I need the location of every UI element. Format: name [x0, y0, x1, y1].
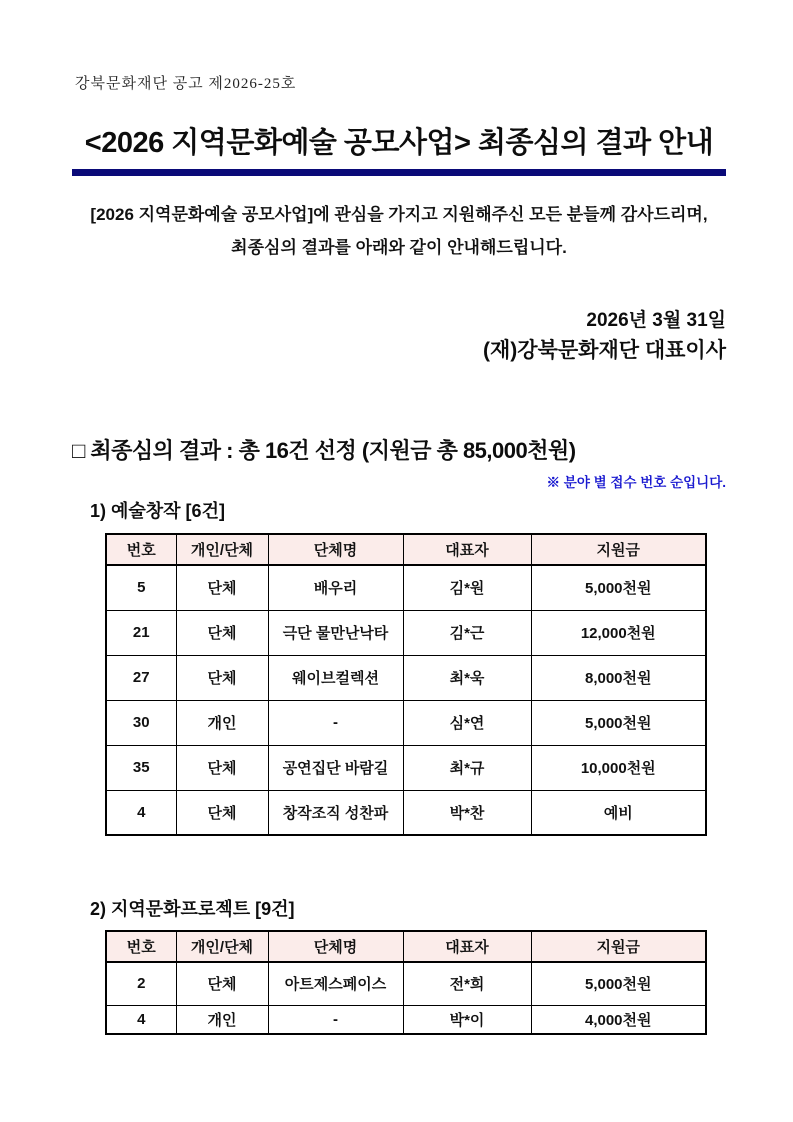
table-cell: 최*욱 — [403, 655, 531, 700]
table-cell: 27 — [106, 655, 176, 700]
table-cell: 4,000천원 — [531, 1005, 706, 1034]
table-cell: 8,000천원 — [531, 655, 706, 700]
table-row — [106, 745, 706, 790]
table-cell: 개인 — [176, 700, 268, 745]
table-cell: 아트제스페이스 — [268, 962, 403, 1005]
table-cell: - — [268, 700, 403, 745]
table-cell: 5,000천원 — [531, 962, 706, 1005]
table-cell: 김*근 — [403, 610, 531, 655]
signer: (재)강북문화재단 대표이사 — [483, 339, 726, 362]
col-header-individual-group: 개인/단체 — [176, 931, 268, 962]
table-cell: 2 — [106, 962, 176, 1005]
table-cell: 5 — [106, 565, 176, 610]
table-cell: - — [268, 1005, 403, 1034]
table-header-row — [106, 534, 706, 565]
col-header-number: 번호 — [106, 534, 176, 565]
col-header-individual-group: 개인/단체 — [176, 534, 268, 565]
table-cell: 김*원 — [403, 565, 531, 610]
table-cell: 단체 — [176, 962, 268, 1005]
doc-number: 강북문화재단 공고 제2026-25호 — [75, 76, 297, 92]
table-cell: 창작조직 성찬파 — [268, 790, 403, 835]
table-cell: 5,000천원 — [531, 565, 706, 610]
table-cell: 12,000천원 — [531, 610, 706, 655]
table-cell: 전*희 — [403, 962, 531, 1005]
table-row — [106, 962, 706, 1005]
table-cell: 단체 — [176, 655, 268, 700]
table-cell: 4 — [106, 790, 176, 835]
table-cell: 배우리 — [268, 565, 403, 610]
col-header-number: 번호 — [106, 931, 176, 962]
col-header-representative: 대표자 — [403, 931, 531, 962]
section-2-label: 2) 지역문화프로젝트 [9건] — [90, 899, 295, 919]
table-row — [106, 1005, 706, 1034]
page-title: <2026 지역문화예술 공모사업> 최종심의 결과 안내 — [84, 127, 714, 159]
arts-creation-table — [105, 533, 707, 836]
table-cell: 단체 — [176, 610, 268, 655]
local-culture-project-table — [105, 930, 707, 1035]
sort-order-note: ※ 분야 별 접수 번호 순입니다. — [546, 475, 726, 490]
table-cell: 단체 — [176, 790, 268, 835]
table-row — [106, 790, 706, 835]
table-cell: 예비 — [531, 790, 706, 835]
intro-paragraph — [72, 198, 726, 264]
table-cell: 최*규 — [403, 745, 531, 790]
intro-line-2: 최종심의 결과를 아래와 같이 안내해드립니다. — [231, 238, 567, 257]
table-row — [106, 700, 706, 745]
table-cell: 극단 물만난낙타 — [268, 610, 403, 655]
table-cell: 21 — [106, 610, 176, 655]
table-cell: 30 — [106, 700, 176, 745]
table-header-row — [106, 931, 706, 962]
col-header-grant: 지원금 — [531, 534, 706, 565]
table-cell: 웨이브컬렉션 — [268, 655, 403, 700]
col-header-org-name: 단체명 — [268, 931, 403, 962]
title-underline — [72, 169, 726, 176]
table-cell: 박*찬 — [403, 790, 531, 835]
table-row — [106, 565, 706, 610]
table-row — [106, 655, 706, 700]
table-row — [106, 610, 706, 655]
table-cell: 5,000천원 — [531, 700, 706, 745]
table-cell: 단체 — [176, 565, 268, 610]
table-cell: 35 — [106, 745, 176, 790]
result-heading: □ 최종심의 결과 : 총 16건 선정 (지원금 총 85,000천원) — [72, 438, 576, 463]
table-cell: 10,000천원 — [531, 745, 706, 790]
section-1-label: 1) 예술창작 [6건] — [90, 501, 225, 521]
table-cell: 공연집단 바람길 — [268, 745, 403, 790]
intro-line-1: [2026 지역문화예술 공모사업]에 관심을 가지고 지원해주신 모든 분들께 감사드리며, — [90, 205, 708, 224]
announcement-date: 2026년 3월 31일 — [586, 310, 726, 331]
col-header-org-name: 단체명 — [268, 534, 403, 565]
table-cell: 심*연 — [403, 700, 531, 745]
table-cell: 박*이 — [403, 1005, 531, 1034]
table-cell: 단체 — [176, 745, 268, 790]
table-cell: 개인 — [176, 1005, 268, 1034]
col-header-grant: 지원금 — [531, 931, 706, 962]
col-header-representative: 대표자 — [403, 534, 531, 565]
table-cell: 4 — [106, 1005, 176, 1034]
